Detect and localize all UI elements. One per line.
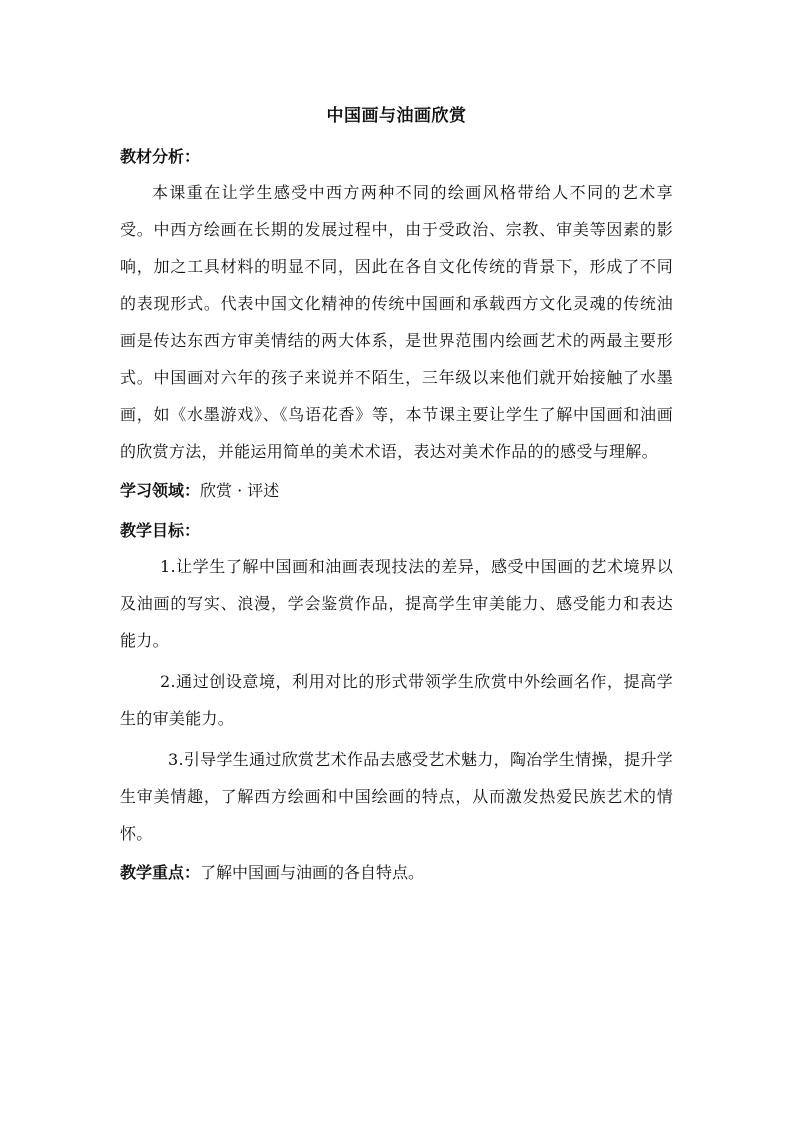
- document-page: [120, 100, 673, 890]
- analysis-paragraph: 本课重在让学生感受中西方两种不同的绘画风格带给人不同的艺术享受。中西方绘画在长期的发展过程中，由于受政治、宗教、审美等因素的影响，加之工具材料的明显不同，因此在各自文化传统的背景下，形成了不同的表现形式。代表中国文化精神的传统中国画和承载西方文化灵魂的传统油画是传达东西方审美情结的两大体系，是世界范围内绘画艺术的两最主要形式。中国画对六年的孩子来说并不陌生，三年级以来他们就开始接触了水墨画，如《水墨游戏》、《鸟语花香》等，本节课主要让学生了解中国画和油画的欣赏方法，并能运用简单的美术术语，表达对美术作品的的感受与理解。: [120, 183, 673, 461]
- learning-domain-line: [120, 474, 673, 508]
- document-title: 中国画与油画欣赏: [326, 106, 467, 126]
- goal-item-3: 3.引导学生通过欣赏艺术作品去感受艺术魅力，陶冶学生情操，提升学生审美情趣，了解西方绘画和中国绘画的特点，从而激发热爱民族艺术的情怀。: [120, 750, 673, 843]
- section-heading-goals: 教学目标：: [120, 521, 201, 540]
- goal-item-2: 2.通过创设意境，利用对比的形式带领学生欣赏中外绘画名作，提高学生的审美能力。: [120, 672, 673, 728]
- key-points-line: [120, 856, 673, 890]
- learning-domain-value: 欣赏 · 评述: [200, 481, 280, 500]
- key-points-label: 教学重点：: [120, 863, 201, 882]
- learning-domain-label: 学习领域：: [120, 481, 201, 500]
- goal-item-1: 1.让学生了解中国画和油画表现技法的差异，感受中国画的艺术境界以及油画的写实、浪漫，学会鉴赏作品，提高学生审美能力、感受能力和表达能力。: [120, 557, 673, 650]
- key-points-value: 了解中国画与油画的各自特点。: [200, 863, 425, 882]
- section-heading-analysis: 教材分析：: [120, 147, 201, 166]
